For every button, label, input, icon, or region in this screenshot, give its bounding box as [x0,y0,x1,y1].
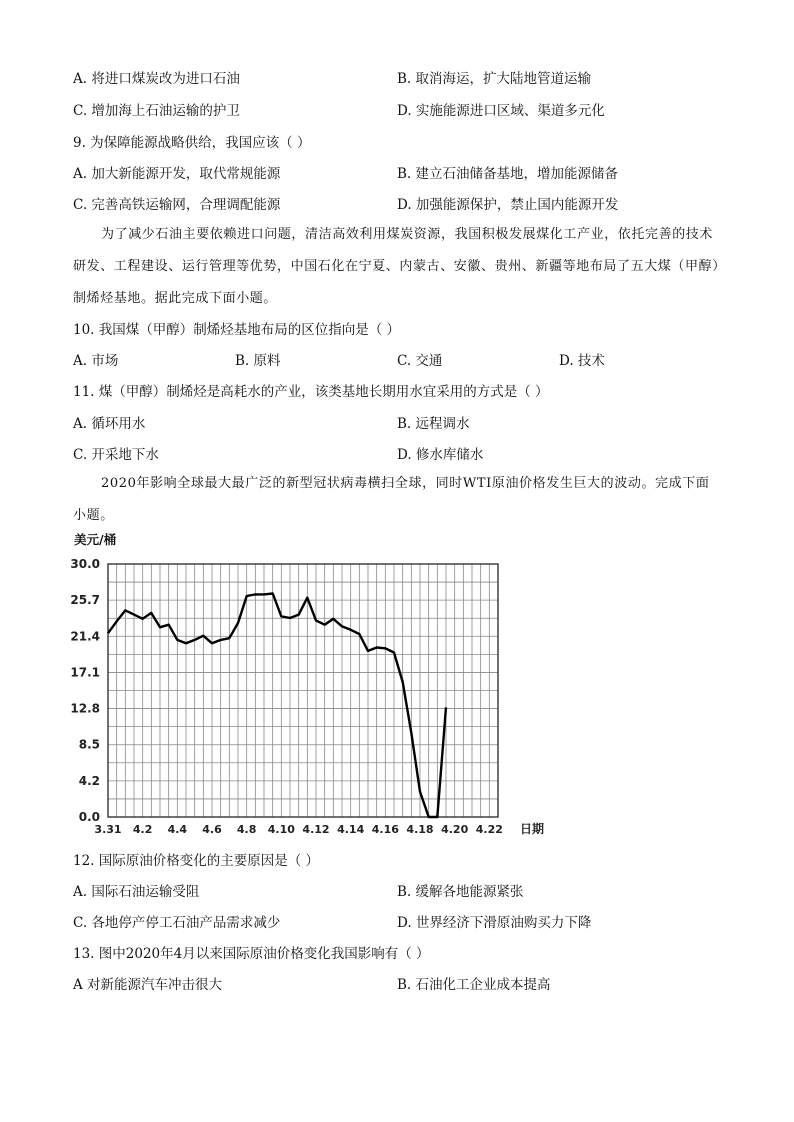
x-tick-label: 4.2 [132,823,153,836]
y-tick-label: 21.4 [70,629,100,644]
q8-option-c: C. 增加海上石油运输的护卫 [73,103,240,119]
x-tick-label: 4.12 [302,823,330,836]
price-line [108,594,446,818]
y-tick-label: 12.8 [70,701,100,716]
q9-option-d: D. 加强能源保护，禁止国内能源开发 [397,197,619,213]
x-tick-label: 4.20 [441,823,469,836]
y-tick-label: 30.0 [70,557,100,571]
oil-price-chart [70,530,550,840]
q9-option-c: C. 完善高铁运输网，合理调配能源 [73,197,281,213]
y-tick-label: 4.2 [78,773,100,788]
q8-option-d: D. 实施能源进口区域、渠道多元化 [397,103,605,119]
q13-option-b: B. 石油化工企业成本提高 [397,977,551,993]
q12-option-b: B. 缓解各地能源紧张 [397,884,524,900]
q10-option-c: C. 交通 [397,353,443,369]
q12-stem: 12. 国际原油价格变化的主要原因是（ ） [73,853,320,869]
q9-option-b: B. 建立石油储备基地，增加能源储备 [397,166,619,182]
x-axis-label: 日期 [520,822,545,836]
x-tick-label: 4.10 [267,823,295,836]
y-tick-label: 0.0 [78,810,100,824]
q12-option-c: C. 各地停产停工石油产品需求减少 [73,915,281,931]
chart-y-unit: 美元/桶 [74,532,117,547]
x-tick-label: 4.18 [406,823,434,836]
x-tick-label: 4.16 [371,823,399,836]
q11-stem: 11. 煤（甲醇）制烯烃是高耗水的产业，该类基地长期用水宜采用的方式是（ ） [73,384,549,400]
q10-option-d: D. 技术 [559,353,605,369]
q8-option-b: B. 取消海运，扩大陆地管道运输 [397,71,592,87]
q12-option-d: D. 世界经济下滑原油购买力下降 [397,915,592,931]
y-tick-label: 8.5 [78,737,100,752]
x-tick-label: 4.4 [167,823,188,836]
passage-oil-price: 2020年影响全球最大最广泛的新型冠状病毒横扫全球，同时WTI原油价格发生巨大的波动。完成下面小题。 [73,476,710,523]
q10-stem: 10. 我国煤（甲醇）制烯烃基地布局的区位指向是（ ） [73,322,401,338]
x-tick-label: 4.22 [475,823,503,836]
q11-option-d: D. 修水库储水 [397,447,484,463]
q10-option-a: A. 市场 [73,353,119,369]
q11-option-a: A. 循环用水 [73,416,146,432]
q9-option-a: A. 加大新能源开发，取代常规能源 [73,166,281,182]
q10-option-b: B. 原料 [235,353,281,369]
q12-option-a: A. 国际石油运输受阻 [73,884,200,900]
y-tick-label: 25.7 [70,593,100,608]
q13-option-a: A 对新能源汽车冲击很大 [73,977,223,993]
x-tick-label: 3.31 [94,823,122,836]
q8-option-a: A. 将进口煤炭改为进口石油 [73,71,240,87]
x-tick-label: 4.14 [337,823,365,836]
x-tick-label: 4.6 [202,823,222,836]
x-tick-label: 4.8 [236,823,257,836]
q13-stem: 13. 图中2020年4月以来国际原油价格变化我国影响有（ ） [73,946,430,962]
q11-option-c: C. 开采地下水 [73,447,159,463]
q11-option-b: B. 远程调水 [397,416,470,432]
passage-coal-chemical: 为了减少石油主要依赖进口问题，清洁高效利用煤炭资源，我国积极发展煤化工产业，依托完善的技术研发、工程建设、运行管理等优势，中国石化在宁夏、内蒙古、安徽、贵州、新疆等地布局了五大煤（甲醇）制烯烃基地。据此完成下面小题。 [73,227,720,306]
q9-stem: 9. 为保障能源战略供给，我国应该（ ） [73,135,311,151]
y-tick-label: 17.1 [70,665,100,680]
oil-price-chart-svg [70,530,550,840]
